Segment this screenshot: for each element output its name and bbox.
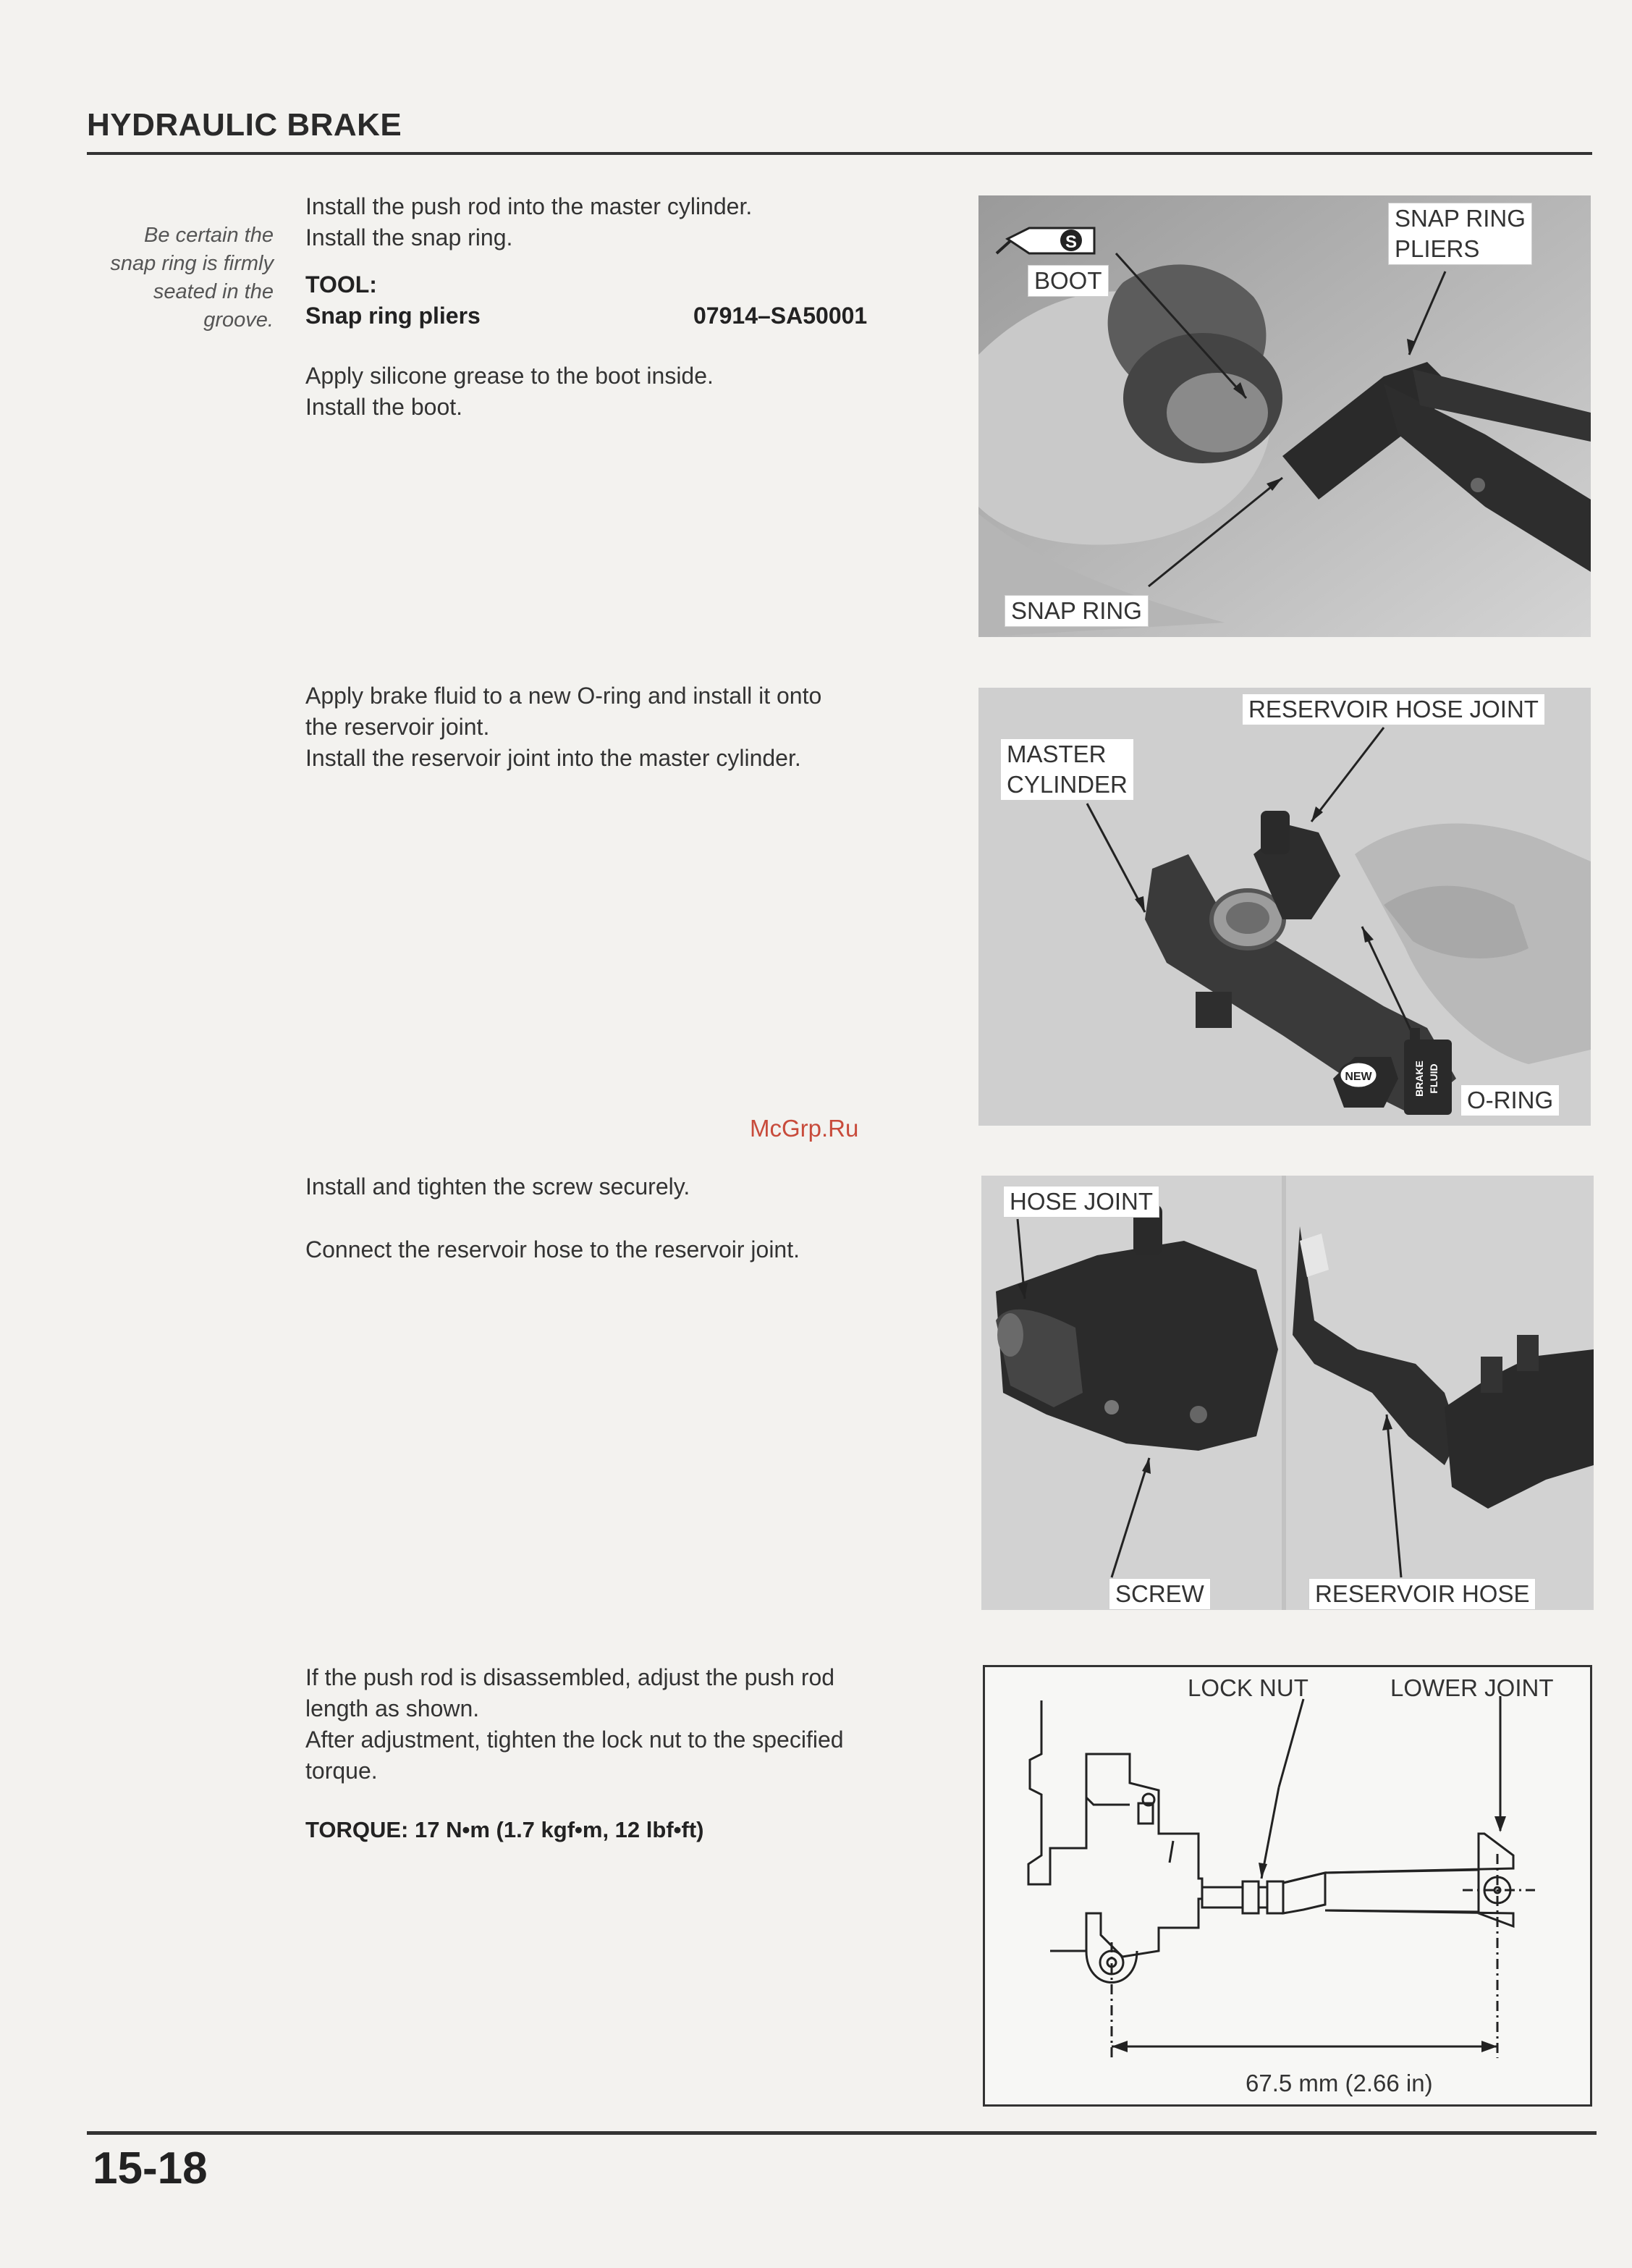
label-o-ring: O-RING (1460, 1084, 1560, 1116)
label-line: MASTER (1007, 741, 1107, 767)
side-note-line: Be certain the (144, 224, 274, 247)
step1-text (305, 191, 957, 423)
torque-spec: TORQUE: 17 N•m (1.7 kgf•m, 12 lbf•ft) (305, 1817, 704, 1842)
step4-line: After adjustment, tighten the lock nut to the specified (305, 1727, 844, 1753)
step2-line: Install the reservoir joint into the master cylinder. (305, 745, 801, 771)
side-note-line: seated in the (153, 280, 274, 303)
step2-text (305, 680, 957, 774)
grease-symbol-letter: S (1065, 232, 1078, 252)
step4-line: If the push rod is disassembled, adjust the push rod (305, 1664, 835, 1690)
label-boot: BOOT (1028, 265, 1109, 297)
brake-fluid-line: BRAKE (1413, 1061, 1425, 1097)
footer-rule (87, 2131, 1597, 2135)
photo-3-image (981, 1176, 1594, 1610)
side-note-line: groove. (203, 308, 274, 332)
step3-line: Connect the reservoir hose to the reservoir joint. (305, 1236, 800, 1262)
label-screw: SCREW (1109, 1578, 1211, 1610)
step1-line: Install the push rod into the master cylinder. (305, 193, 753, 219)
label-snap-ring: SNAP RING (1005, 595, 1149, 627)
push-rod-diagram (983, 1665, 1592, 2107)
header-rule (87, 152, 1592, 155)
step1-line: Apply silicone grease to the boot inside. (305, 363, 714, 389)
label-hose-joint: HOSE JOINT (1003, 1186, 1159, 1218)
page-number: 15-18 (93, 2143, 208, 2193)
step2-line: the reservoir joint. (305, 714, 490, 740)
step1-line: Install the boot. (305, 394, 463, 420)
step3-line: Install and tighten the screw securely. (305, 1173, 690, 1200)
brake-fluid-line: FLUID (1428, 1063, 1439, 1094)
photo-reservoir-joint (978, 688, 1591, 1126)
step2-line: Apply brake fluid to a new O-ring and install it onto (305, 683, 822, 709)
photo-snap-ring-install (978, 195, 1591, 637)
label-master-cylinder (1000, 738, 1134, 801)
label-lower-joint: LOWER JOINT (1390, 1674, 1554, 1701)
tool-name: Snap ring pliers (305, 303, 481, 329)
label-reservoir-hose: RESERVOIR HOSE (1308, 1578, 1536, 1610)
side-note (65, 222, 274, 334)
step1-line: Install the snap ring. (305, 224, 513, 250)
brake-fluid-icon (1404, 1028, 1452, 1115)
side-note-line: snap ring is firmly (110, 252, 274, 275)
photo-hose-joint (981, 1176, 1594, 1610)
new-symbol-text: NEW (1345, 1071, 1372, 1083)
tool-number: 07914–SA50001 (693, 303, 868, 329)
label-line: SNAP RING (1395, 205, 1526, 232)
tool-row (305, 300, 957, 332)
label-lock-nut: LOCK NUT (1188, 1674, 1308, 1701)
label-dimension: 67.5 mm (2.66 in) (1246, 2070, 1433, 2096)
watermark: McGrp.Ru (750, 1115, 859, 1142)
label-reservoir-hose-joint: RESERVOIR HOSE JOINT (1242, 694, 1545, 725)
step3-text (305, 1171, 957, 1265)
tool-heading: TOOL: (305, 271, 377, 298)
label-snap-ring-pliers (1388, 203, 1532, 265)
step4-line: torque. (305, 1758, 378, 1784)
step4-text (305, 1662, 957, 1845)
label-line: CYLINDER (1007, 771, 1128, 798)
push-rod-diagram-drawing (985, 1667, 1590, 2104)
step4-line: length as shown. (305, 1695, 480, 1721)
label-line: PLIERS (1395, 235, 1480, 262)
page-title: HYDRAULIC BRAKE (87, 107, 402, 143)
